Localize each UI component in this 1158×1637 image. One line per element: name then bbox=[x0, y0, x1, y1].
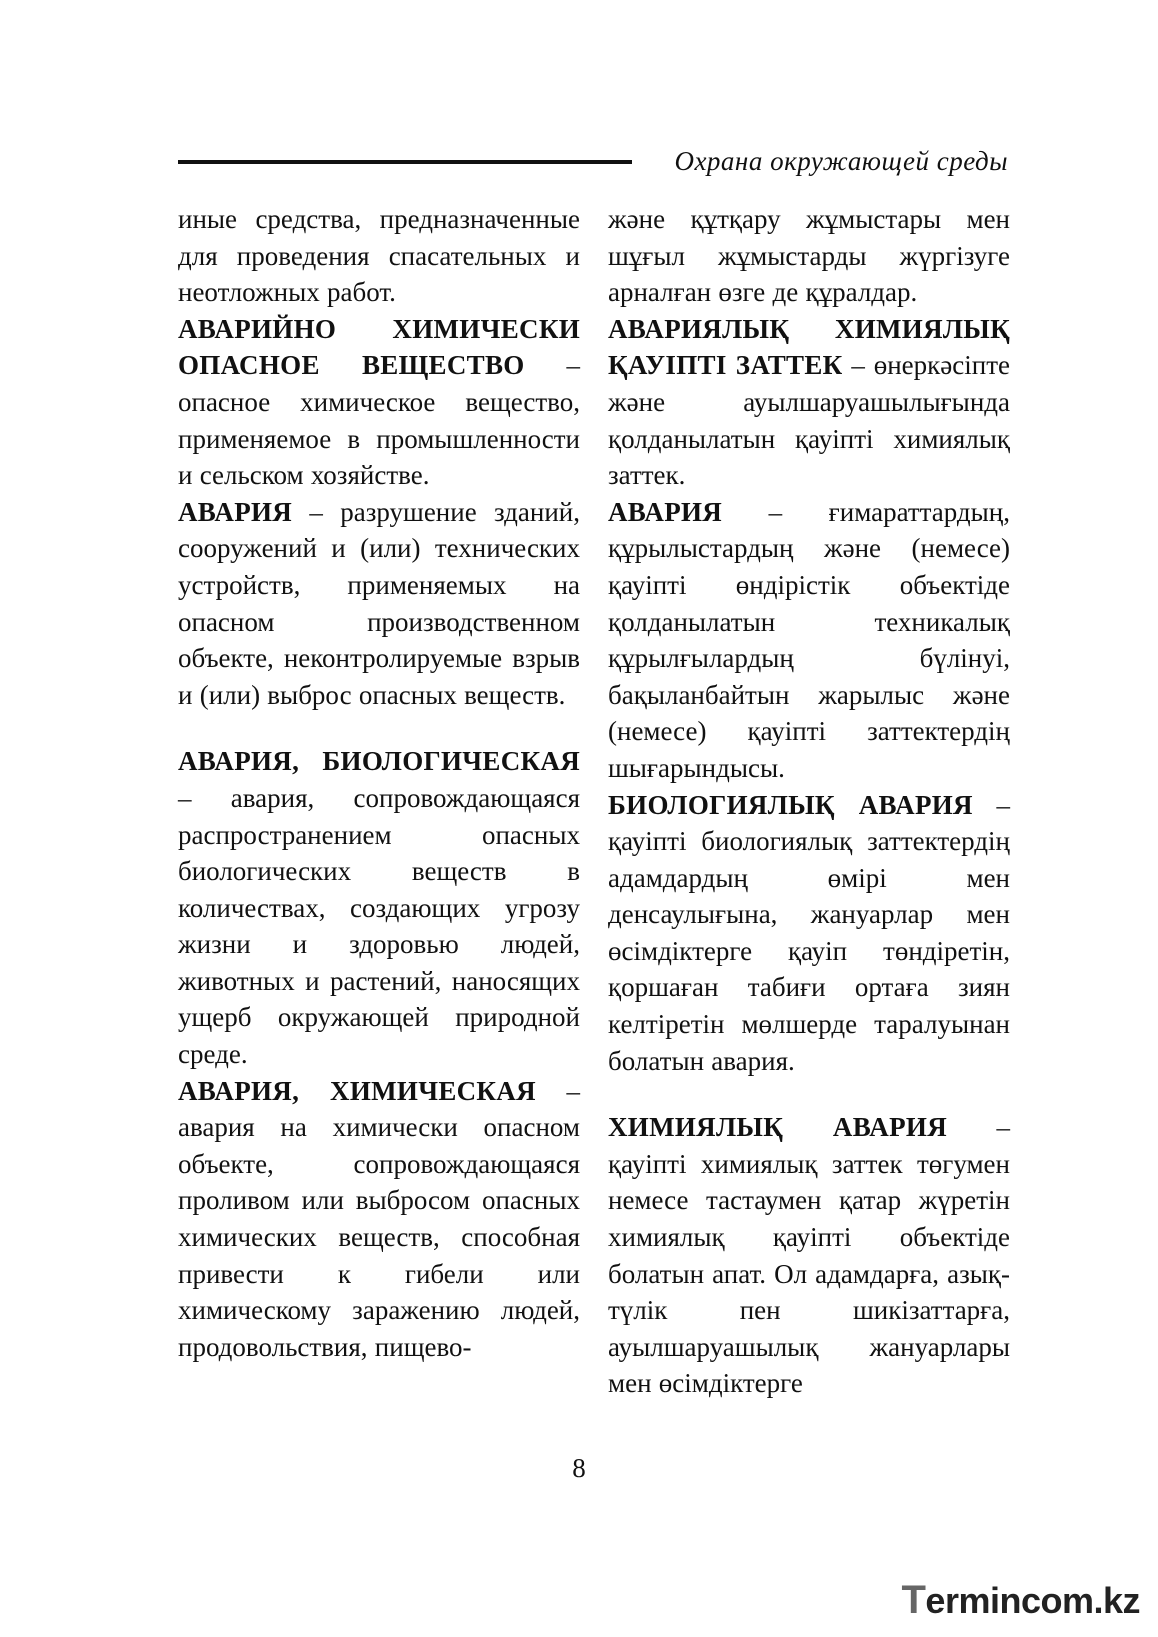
page-number: 8 bbox=[572, 1453, 586, 1483]
right-column bbox=[608, 201, 1010, 1402]
glossary-entry bbox=[178, 743, 580, 1072]
glossary-entry bbox=[608, 311, 1010, 494]
left-column bbox=[178, 201, 580, 1365]
entry-text: – қауіпті химиялық заттек төгумен немесе тастаумен қатар жүретін химиялық қауіпті объектіде болатын апат. Ол адамдарға, азық-түлік пен шикізаттарға, ауылшаруашылық жануарлары мен өсімдіктерге bbox=[608, 1112, 1010, 1399]
entry-term: АВАРИЯ bbox=[178, 496, 293, 527]
entry-continuation bbox=[178, 201, 580, 311]
entry-text: – авария, сопровождающаяся распространением опасных биологических веществ в количествах, создающих угрозу жизни и здоровью людей, животных и растений, наносящих ущерб окружающей природной среде. bbox=[178, 782, 580, 1070]
entry-term: АВАРИЯ, БИОЛОГИЧЕСКАЯ bbox=[178, 746, 580, 777]
entry-text: – қауіпті биологиялық заттектердің адамдардың өмірі мен денсаулығына, жануарлар мен өсімдіктерге қауіп төндіретін, қоршаған табиғи ортаға зиян келтіретін мөлшерде таралуынан болатын авария. bbox=[608, 789, 1010, 1076]
entry-term: АВАРИЯ bbox=[608, 496, 723, 527]
entry-text: иные средства, предназначенные для проведения спасательных и неотложных работ. bbox=[178, 204, 580, 308]
glossary-entry bbox=[178, 1073, 580, 1366]
entry-term: АВАРИЙНО ХИМИЧЕСКИ ОПАСНОЕ ВЕЩЕСТВО bbox=[178, 313, 580, 381]
running-header-title: Охрана окружающей среды bbox=[674, 146, 1008, 176]
entry-term: ХИМИЯЛЫҚ АВАРИЯ bbox=[608, 1112, 947, 1143]
glossary-entry bbox=[608, 1109, 1010, 1402]
watermark-text: ermincom.kz bbox=[925, 1580, 1140, 1621]
entry-text: – өнеркәсіпте және ауылшаруашылығында қолданылатын қауіпті химиялық заттек. bbox=[608, 350, 1010, 491]
entry-text: – опасное химическое вещество, применяемое в промышленности и сельском хозяйстве. bbox=[178, 350, 580, 491]
entry-term: БИОЛОГИЯЛЫҚ АВАРИЯ bbox=[608, 789, 973, 820]
watermark-lead-letter: T bbox=[901, 1578, 926, 1622]
entry-text: – разрушение зданий, сооружений и (или) технических устройств, применяемых на опасном производственном объекте, неконтролируемые взрыв и (или) выброс опасных веществ. bbox=[178, 496, 580, 710]
glossary-entry bbox=[608, 494, 1010, 787]
entry-continuation bbox=[608, 201, 1010, 311]
entry-text: – авария на химически опасном объекте, сопровождающаяся проливом или выбросом опасных химических веществ, способная привести к гибели или химическому заражению людей, продовольствия, пищево- bbox=[178, 1075, 580, 1362]
header-rule bbox=[178, 160, 632, 164]
glossary-entry bbox=[178, 311, 580, 494]
entry-text: және құтқару жұмыстары мен шұғыл жұмыстарды жүргізуге арналған өзге де құралдар. bbox=[608, 204, 1010, 308]
watermark-logo bbox=[901, 1578, 1140, 1623]
glossary-entry bbox=[178, 494, 580, 714]
entry-text: – ғимараттардың, құрылыстардың және (немесе) қауіпті өндірістік объектіде қолданылатын техникалық құрылғылардың бүлінуі, бақыланбайтын жарылыс және (немесе) қауіпті заттектердің шығарындысы. bbox=[608, 496, 1010, 783]
glossary-entry bbox=[608, 787, 1010, 1080]
entry-term: АВАРИЯ, ХИМИЧЕСКАЯ bbox=[178, 1075, 536, 1106]
entry-term: АВАРИЯЛЫҚ ХИМИЯЛЫҚ ҚАУІПТІ ЗАТТЕК bbox=[608, 313, 1010, 381]
